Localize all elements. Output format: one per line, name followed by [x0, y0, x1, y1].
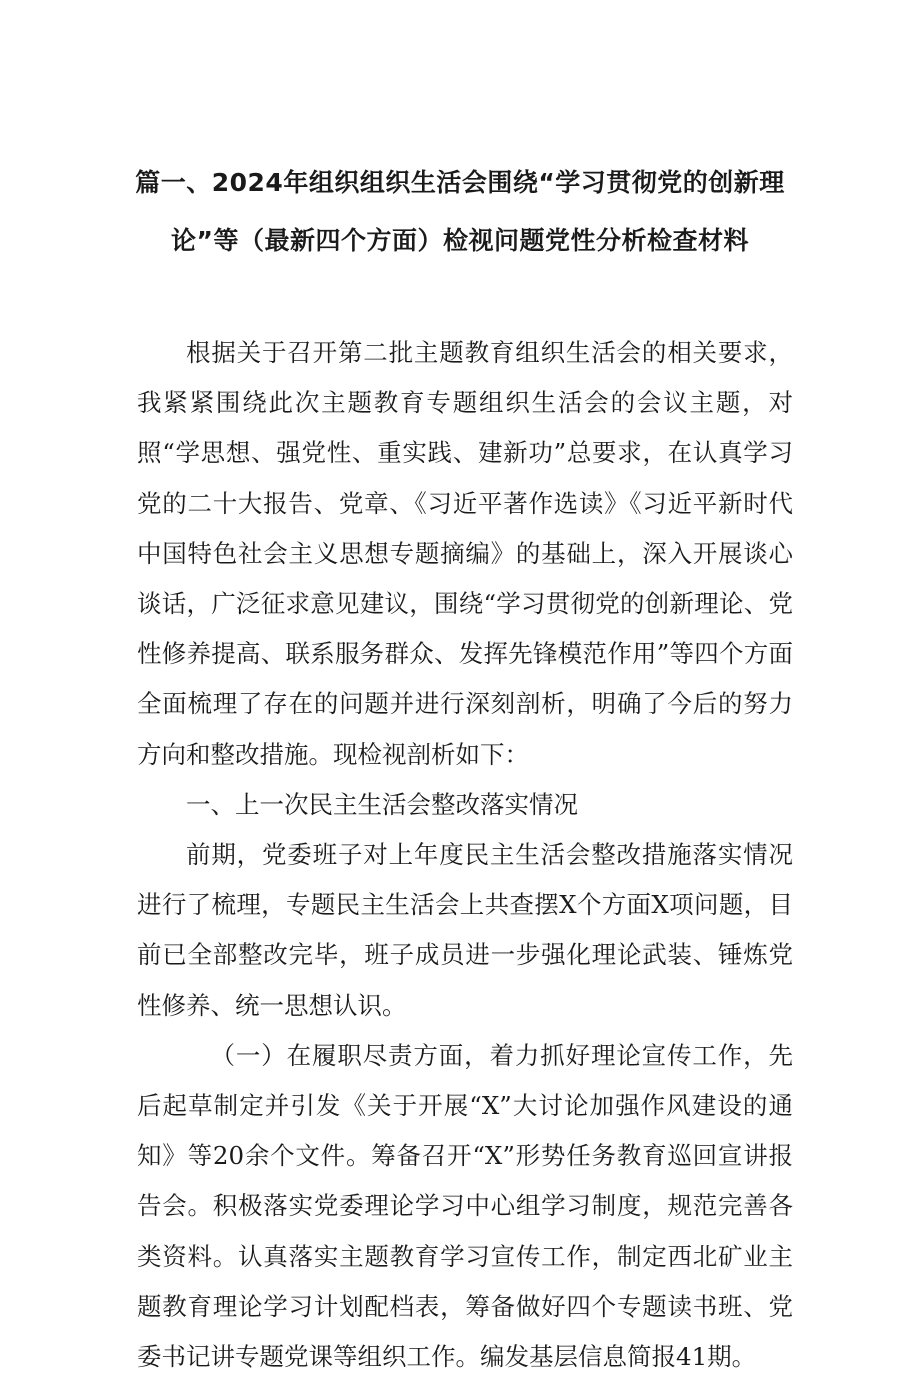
document-body: [137, 328, 793, 1382]
section-heading-1: 一、上一次民主生活会整改落实情况: [186, 789, 578, 819]
document-title-line-2: 论”等（最新四个方面）检视问题党性分析检查材料: [171, 226, 749, 255]
intro-paragraph: 根据关于召开第二批主题教育组织生活会的相关要求，我紧紧围绕此次主题教育专题组织生活会的会议主题，对照“学思想、强党性、重实践、建新功”总要求，在认真学习党的二十大报告、党章、《习近平著作选读》《习近平新时代中国特色社会主义思想专题摘编》的基础上，深入开展谈心谈话，广泛征求意见建议，围绕“学习贯彻党的创新理论、党性修养提高、联系服务群众、发挥先锋模范作用”等四个方面全面梳理了存在的问题并进行深刻剖析，明确了今后的努力方向和整改措施。现检视剖析如下：: [137, 338, 793, 769]
rectification-paragraph: 前期，党委班子对上年度民主生活会整改措施落实情况进行了梳理，专题民主生活会上共查摆X个方面X项问题，目前已全部整改完毕，班子成员进一步强化理论武装、锤炼党性修养、统一思想认识。: [137, 840, 793, 1020]
document-title-line-1: 篇一、2024年组织组织生活会围绕“学习贯彻党的创新理: [135, 168, 785, 197]
subsection-paragraph-1: （一）在履职尽责方面，着力抓好理论宣传工作，先后起草制定并引发《关于开展“X”大讨论加强作风建设的通知》等20余个文件。筹备召开“X”形势任务教育巡回宣讲报告会。积极落实党委理论学习中心组学习制度，规范完善各类资料。认真落实主题教育学习宣传工作，制定西北矿业主题教育理论学习计划配档表，筹备做好四个专题读书班、党委书记讲专题党课等组织工作。编发基层信息简报41期。: [137, 1040, 793, 1372]
